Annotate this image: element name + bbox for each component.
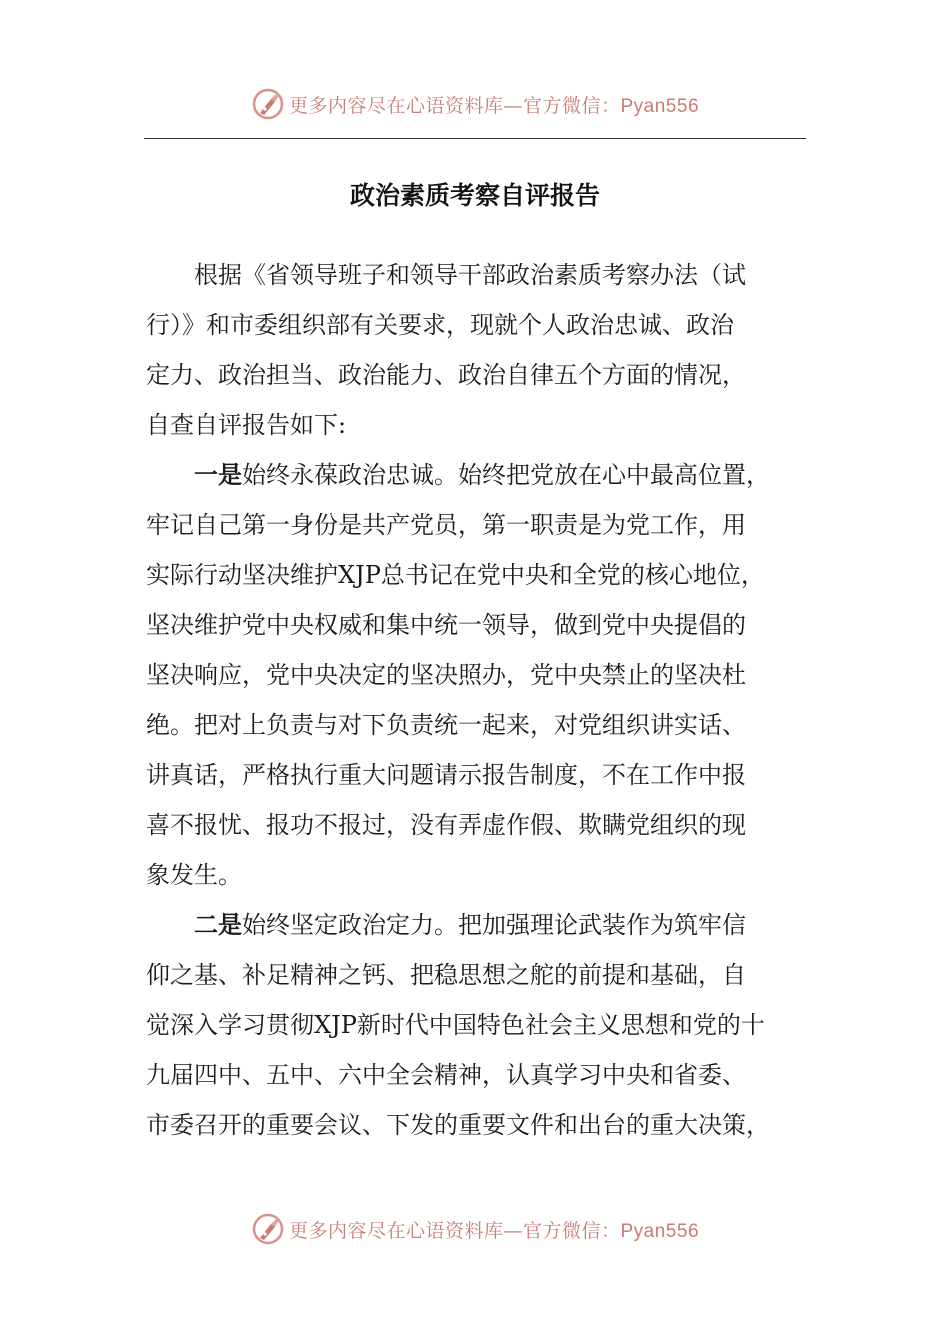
paragraph-line: 牢记自己第一身份是共产党员，第一职责是为党工作，用 (146, 511, 746, 539)
paragraph-line: 根据《省领导班子和领导干部政治素质考察办法（试 (194, 261, 746, 289)
document-title: 政治素质考察自评报告 (349, 181, 600, 210)
paragraph-line: 坚决响应，党中央决定的坚决照办，党中央禁止的坚决杜 (146, 661, 746, 689)
paragraph-line: 定力、政治担当、政治能力、政治自律五个方面的情况， (146, 361, 746, 389)
paragraph-line: 讲真话，严格执行重大问题请示报告制度，不在工作中报 (146, 761, 746, 789)
header-divider (144, 138, 806, 139)
section-one-heading-text: 始终永葆政治忠诚。始终把党放在心中最高位置， (242, 461, 770, 489)
footer-watermark-banner (0, 1209, 950, 1249)
watermark-text (289, 1216, 699, 1243)
section-two-first-line (146, 900, 808, 950)
section-two-heading-text: 始终坚定政治定力。把加强理论武装作为筑牢信 (242, 911, 746, 939)
paragraph-line: 行）》和市委组织部有关要求，现就个人政治忠诚、政治 (146, 311, 734, 339)
paragraph-line: 觉深入学习贯彻XJP新时代中国特色社会主义思想和党的十 (146, 1011, 765, 1039)
document-body (146, 250, 808, 1150)
paragraph-line: 象发生。 (146, 861, 242, 889)
paragraph-line: 市委召开的重要会议、下发的重要文件和出台的重大决策， (146, 1111, 770, 1139)
section-one-first-line (146, 450, 808, 500)
pen-nib-icon (251, 87, 285, 121)
watermark-text (289, 91, 699, 118)
paragraph-line: 绝。把对上负责与对下负责统一起来，对党组织讲实话、 (146, 711, 746, 739)
watermark-wechat-id: Pyan556 (620, 1220, 700, 1242)
section-one-lead: 一是 (194, 460, 242, 489)
paragraph-line: 实际行动坚决维护XJP总书记在党中央和全党的核心地位， (146, 561, 765, 589)
paragraph-line: 喜不报忧、报功不报过，没有弄虚作假、欺瞒党组织的现 (146, 811, 746, 839)
paragraph-line: 自查自评报告如下: (146, 411, 347, 439)
watermark-label: 更多内容尽在心语资料库—官方微信： (288, 1219, 621, 1242)
paragraph-line: 坚决维护党中央权威和集中统一领导，做到党中央提倡的 (146, 611, 746, 639)
pen-nib-icon (251, 1212, 285, 1246)
header-watermark-banner (0, 84, 950, 124)
paragraph-line: 仰之基、补足精神之钙、把稳思想之舵的前提和基础，自 (146, 961, 746, 989)
section-two-lead: 二是 (194, 910, 242, 939)
watermark-label: 更多内容尽在心语资料库—官方微信： (288, 94, 621, 117)
paragraph-line: 九届四中、五中、六中全会精神，认真学习中央和省委、 (146, 1061, 746, 1089)
watermark-wechat-id: Pyan556 (620, 95, 700, 117)
